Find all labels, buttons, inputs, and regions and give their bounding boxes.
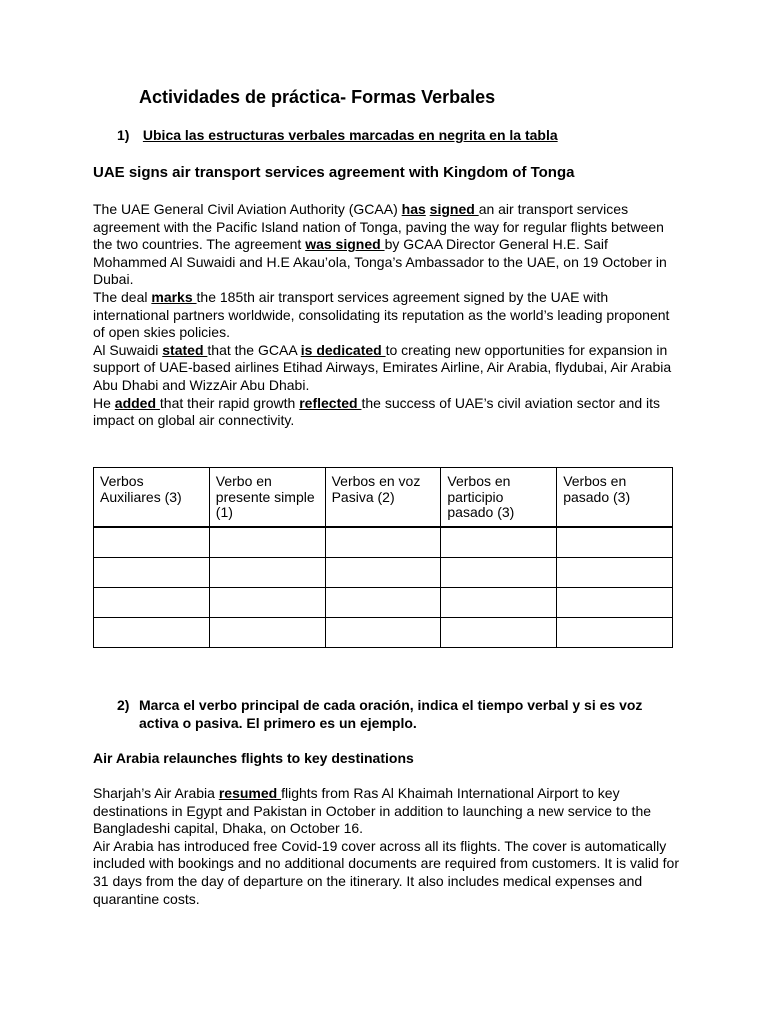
- highlighted-verb: has: [401, 201, 426, 217]
- table-cell[interactable]: [557, 617, 673, 647]
- header-auxiliary-verbs: Verbos Auxiliares (3): [94, 468, 210, 527]
- article-2-paragraph: Air Arabia has introduced free Covid-19 cover across all its flights. The cover is automatically included with bookings and no additional documents are required from customers. It is valid for 31 days from the day of departure on the itinerary. It also includes medical expenses and quarantine costs.: [93, 837, 679, 907]
- highlighted-verb: stated: [162, 341, 208, 358]
- text-run: The UAE General Civil Aviation Authority (GCAA): [93, 201, 402, 217]
- table-cell[interactable]: [94, 557, 210, 587]
- article-1-paragraph: [93, 342, 683, 395]
- text-run: that the GCAA: [207, 341, 301, 358]
- table-cell[interactable]: [441, 557, 557, 587]
- highlighted-verb: marks: [151, 288, 197, 305]
- question-2-text: Marca el verbo principal de cada oración, indica el tiempo verbal y si es voz activa o pasiva. El primero es un ejemplo.: [139, 697, 643, 731]
- highlighted-verb: signed: [429, 201, 479, 217]
- header-present-simple: Verbo en presente simple (1): [209, 468, 325, 527]
- header-past-tense: Verbos en pasado (3): [557, 468, 673, 527]
- table-cell[interactable]: [557, 557, 673, 587]
- table-row: [94, 557, 673, 587]
- verb-table: [93, 467, 673, 648]
- text-run: to creating new opportunities for expansion in support of UAE-based airlines Etihad Airways, Emirates Airline, Air Arabia, flydubai, Air Arabia Abu Dhabi and WizzAir Abu Dhabi.: [93, 341, 672, 393]
- header-passive-voice: Verbos en voz Pasiva (2): [325, 468, 441, 527]
- article-1-headline: UAE signs air transport services agreement with Kingdom of Tonga: [93, 164, 575, 181]
- table-cell[interactable]: [209, 587, 325, 617]
- question-2-number: 2): [117, 697, 130, 713]
- text-run: He: [93, 394, 115, 411]
- table-cell[interactable]: [325, 557, 441, 587]
- question-2: [117, 696, 677, 732]
- text-run: flights from Ras Al Khaimah International Airport to key destinations in Egypt and Pakistan in October in addition to launching a new service to the Bangladeshi capital, Dhaka, on October 16.: [93, 785, 652, 837]
- question-1-text: Ubica las estructuras verbales marcadas en negrita en la tabla: [142, 127, 558, 143]
- question-1-number: 1): [117, 127, 130, 143]
- table-cell[interactable]: [94, 527, 210, 558]
- article-2-body: [93, 785, 683, 908]
- header-past-participle: Verbos en participio pasado (3): [441, 468, 557, 527]
- article-2-headline: Air Arabia relaunches flights to key destinations: [93, 750, 414, 766]
- table-cell[interactable]: [325, 587, 441, 617]
- verb-table-header-row: [94, 468, 673, 527]
- article-1-paragraph: [93, 201, 683, 289]
- article-1-paragraph: [93, 395, 683, 430]
- highlighted-verb: was signed: [305, 236, 385, 253]
- table-row: [94, 527, 673, 558]
- text-run: Al Suwaidi: [93, 341, 163, 358]
- table-row: [94, 617, 673, 647]
- table-cell[interactable]: [209, 557, 325, 587]
- table-cell[interactable]: [94, 617, 210, 647]
- table-cell[interactable]: [557, 587, 673, 617]
- table-cell[interactable]: [209, 527, 325, 558]
- table-cell[interactable]: [557, 527, 673, 558]
- table-cell[interactable]: [325, 527, 441, 558]
- text-run: Sharjah’s Air Arabia: [93, 785, 219, 801]
- text-run: that their rapid growth: [159, 394, 300, 411]
- highlighted-verb: reflected: [299, 394, 362, 411]
- page-title: Actividades de práctica- Formas Verbales: [139, 87, 496, 107]
- text-run: the 185th air transport services agreement signed by the UAE with international partners worldwide, consolidating its reputation as the world’s leading proponent of open skies policies.: [93, 288, 670, 341]
- article-1-paragraph: [93, 289, 683, 342]
- table-cell[interactable]: [441, 617, 557, 647]
- highlighted-verb: is dedicated: [300, 341, 386, 358]
- table-cell[interactable]: [325, 617, 441, 647]
- text-run: the success of UAE’s civil aviation sector and its impact on global air connectivity.: [93, 394, 661, 429]
- table-cell[interactable]: [94, 587, 210, 617]
- highlighted-verb: added: [114, 394, 160, 411]
- text-run: by GCAA Director General H.E. Saif Mohammed Al Suwaidi and H.E Akau’ola, Tonga’s Ambassador to the UAE, on 19 October in Dubai.: [93, 236, 667, 288]
- text-run: The deal: [93, 288, 152, 305]
- table-cell[interactable]: [441, 587, 557, 617]
- article-2-paragraph: [93, 785, 683, 838]
- table-cell[interactable]: [209, 617, 325, 647]
- highlighted-verb: resumed: [218, 785, 282, 801]
- question-1: [117, 127, 558, 143]
- article-1-body: [93, 201, 683, 430]
- text-run: an air transport services agreement with the Pacific Island nation of Tonga, paving the way for regular flights between the two countries. The agreement: [93, 201, 664, 253]
- table-row: [94, 587, 673, 617]
- table-cell[interactable]: [441, 527, 557, 558]
